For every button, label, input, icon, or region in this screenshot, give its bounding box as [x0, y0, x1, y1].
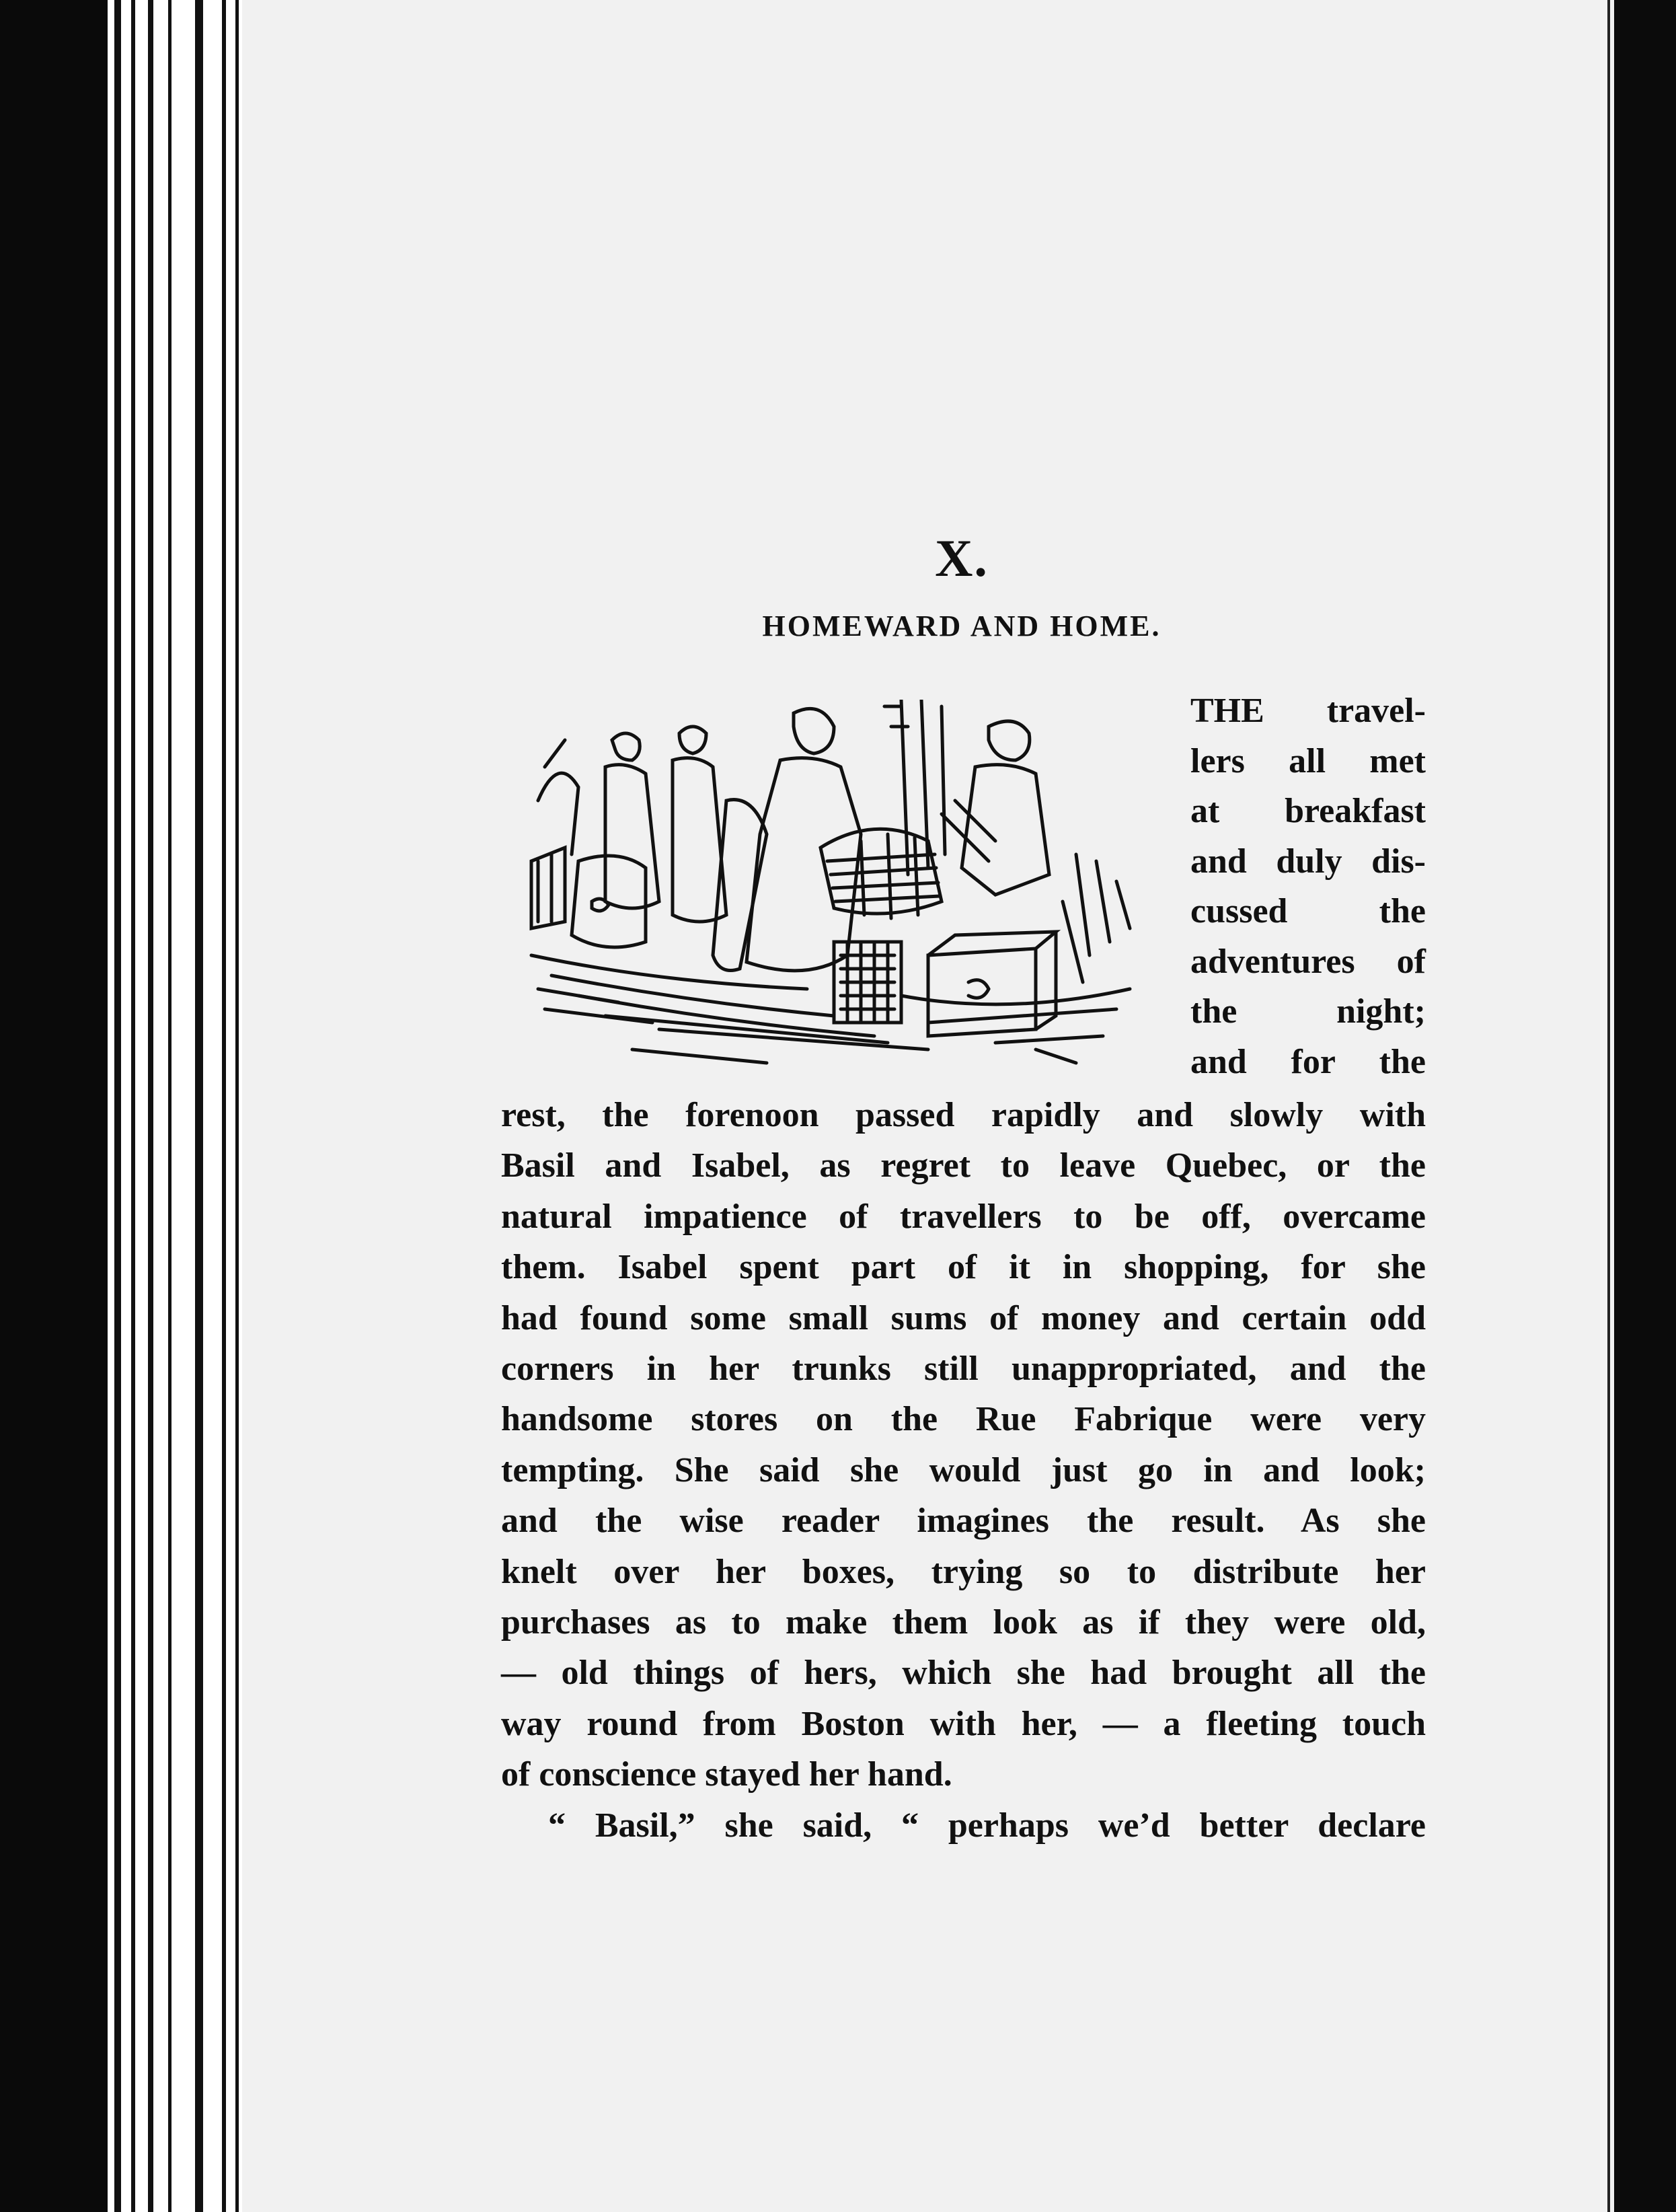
text-line: of conscience stayed her hand. — [501, 1755, 952, 1794]
page-edge — [114, 0, 121, 2212]
body-text-block — [501, 1090, 1426, 1851]
page-edge — [131, 0, 135, 2212]
chapter-title: HOMEWARD AND HOME. — [762, 610, 1161, 642]
book-edge-right — [1614, 0, 1676, 2212]
text-line: knelt over her boxes, trying so to distribute her — [501, 1552, 1426, 1591]
page-edge — [222, 0, 226, 2212]
text-line: Basil and Isabel, as regret to leave Quebec, or the — [501, 1146, 1426, 1185]
text-line: the night; — [1190, 992, 1426, 1031]
book-gutter — [0, 0, 108, 2212]
text-line: way round from Boston with her, — a fleeting touch — [501, 1704, 1426, 1743]
text-line: corners in her trunks still unappropriated, and the — [501, 1350, 1426, 1389]
page-edge-right — [1607, 0, 1610, 2212]
text-line: cussed the — [1190, 892, 1426, 930]
page-edge — [195, 0, 203, 2212]
chapter-number: X. — [935, 529, 989, 587]
text-line: lers all met — [1190, 741, 1426, 780]
page-edge — [235, 0, 239, 2212]
travelers-with-trunks-engraving-icon — [525, 700, 1157, 1076]
page-edge — [168, 0, 172, 2212]
page-edge — [148, 0, 153, 2212]
intro-text-block — [1190, 686, 1426, 1087]
text-line: at breakfast — [1190, 792, 1426, 830]
text-line: — old things of hers, which she had brought all the — [501, 1654, 1426, 1693]
text-line: handsome stores on the Rue Fabrique were very — [501, 1400, 1426, 1439]
text-line: had found some small sums of money and certain odd — [501, 1298, 1426, 1337]
text-line: and the wise reader imagines the result. As she — [501, 1502, 1426, 1541]
text-line: THE travel- — [1190, 692, 1426, 730]
text-line: “ Basil,” she said, “ perhaps we’d better declare — [548, 1806, 1426, 1845]
text-line: natural impatience of travellers to be off, overcame — [501, 1197, 1426, 1236]
text-line: them. Isabel spent part of it in shopping, for she — [501, 1248, 1426, 1287]
text-line: and for the — [1190, 1042, 1426, 1081]
text-line: and duly dis- — [1190, 842, 1426, 881]
text-line: tempting. She said she would just go in and look; — [501, 1450, 1426, 1489]
text-line: rest, the forenoon passed rapidly and slowly with — [501, 1096, 1426, 1134]
text-line: purchases as to make them look as if they were old, — [501, 1603, 1426, 1642]
text-line: adventures of — [1190, 942, 1426, 981]
